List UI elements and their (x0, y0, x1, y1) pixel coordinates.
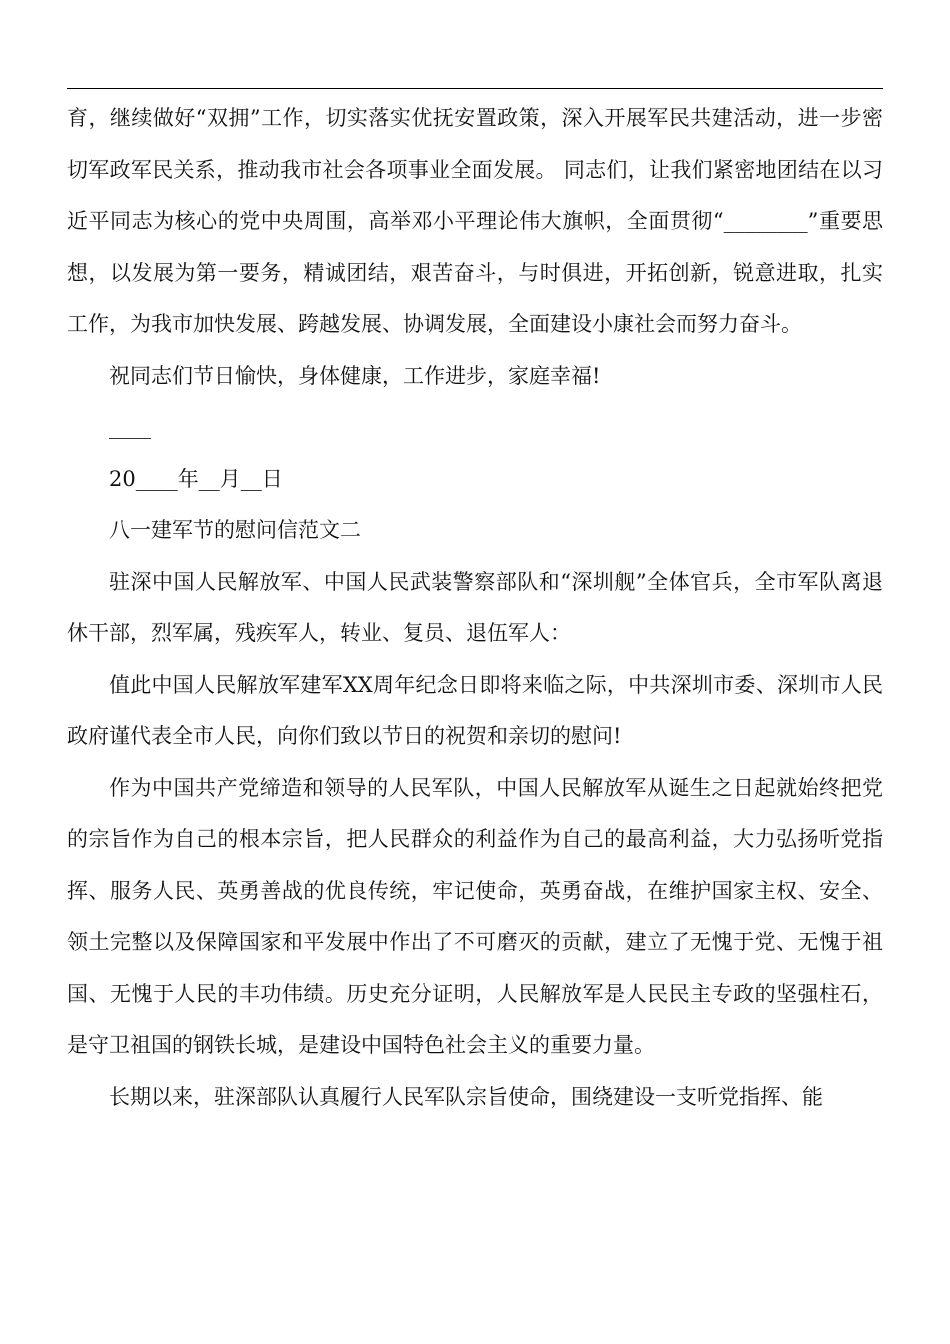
paragraph-greeting: 值此中国人民解放军建军XX周年纪念日即将来临之际，中共深圳市委、深圳市人民政府谨代表全市人民，向你们致以节日的祝贺和亲切的慰问! (67, 672, 883, 748)
paragraph-local-troops: 长期以来，驻深部队认真履行人民军队宗旨使命，围绕建设一支听党指挥、能 (109, 1084, 823, 1109)
paragraph-continuation: 育，继续做好“双拥”工作，切实落实优抚安置政策，深入开展军民共建活动，进一步密切军政军民关系，推动我市社会各项事业全面发展。 同志们，让我们紧密地团结在以习近平同志为核心的党中央周围，高举邓小平理论伟大旗帜，全面贯彻“________”重要思想，以发展为第一要务，精诚团结，艰苦奋斗，与时俱进，开拓创新，锐意进取，扎实工作，为我市加快发展、跨越发展、协调发展，全面建设小康社会而努力奋斗。 (67, 106, 883, 336)
paragraph-wishes: 祝同志们节日愉快，身体健康，工作进步，家庭幸福! (109, 363, 601, 388)
section-title: 八一建军节的慰问信范文二 (109, 518, 361, 542)
header-rule (67, 88, 883, 89)
date-line: 20____年__月__日 (109, 466, 283, 491)
signature-blank: ____ (109, 415, 151, 439)
paragraph-salutation: 驻深中国人民解放军、中国人民武装警察部队和“深圳舰”全体官兵，全市军队离退休干部，烈军属，残疾军人，转业、复员、退伍军人： (67, 569, 883, 645)
document-body (67, 93, 883, 1123)
paragraph-history: 作为中国共产党缔造和领导的人民军队，中国人民解放军从诞生之日起就始终把党的宗旨作为自己的根本宗旨，把人民群众的利益作为自己的最高利益，大力弘扬听党指挥、服务人民、英勇善战的优良传统，牢记使命，英勇奋战，在维护国家主权、安全、领土完整以及保障国家和平发展中作出了不可磨灭的贡献，建立了无愧于党、无愧于祖国、无愧于人民的丰功伟绩。历史充分证明，人民解放军是人民民主专政的坚强柱石，是守卫祖国的钢铁长城，是建设中国特色社会主义的重要力量。 (67, 775, 883, 1057)
